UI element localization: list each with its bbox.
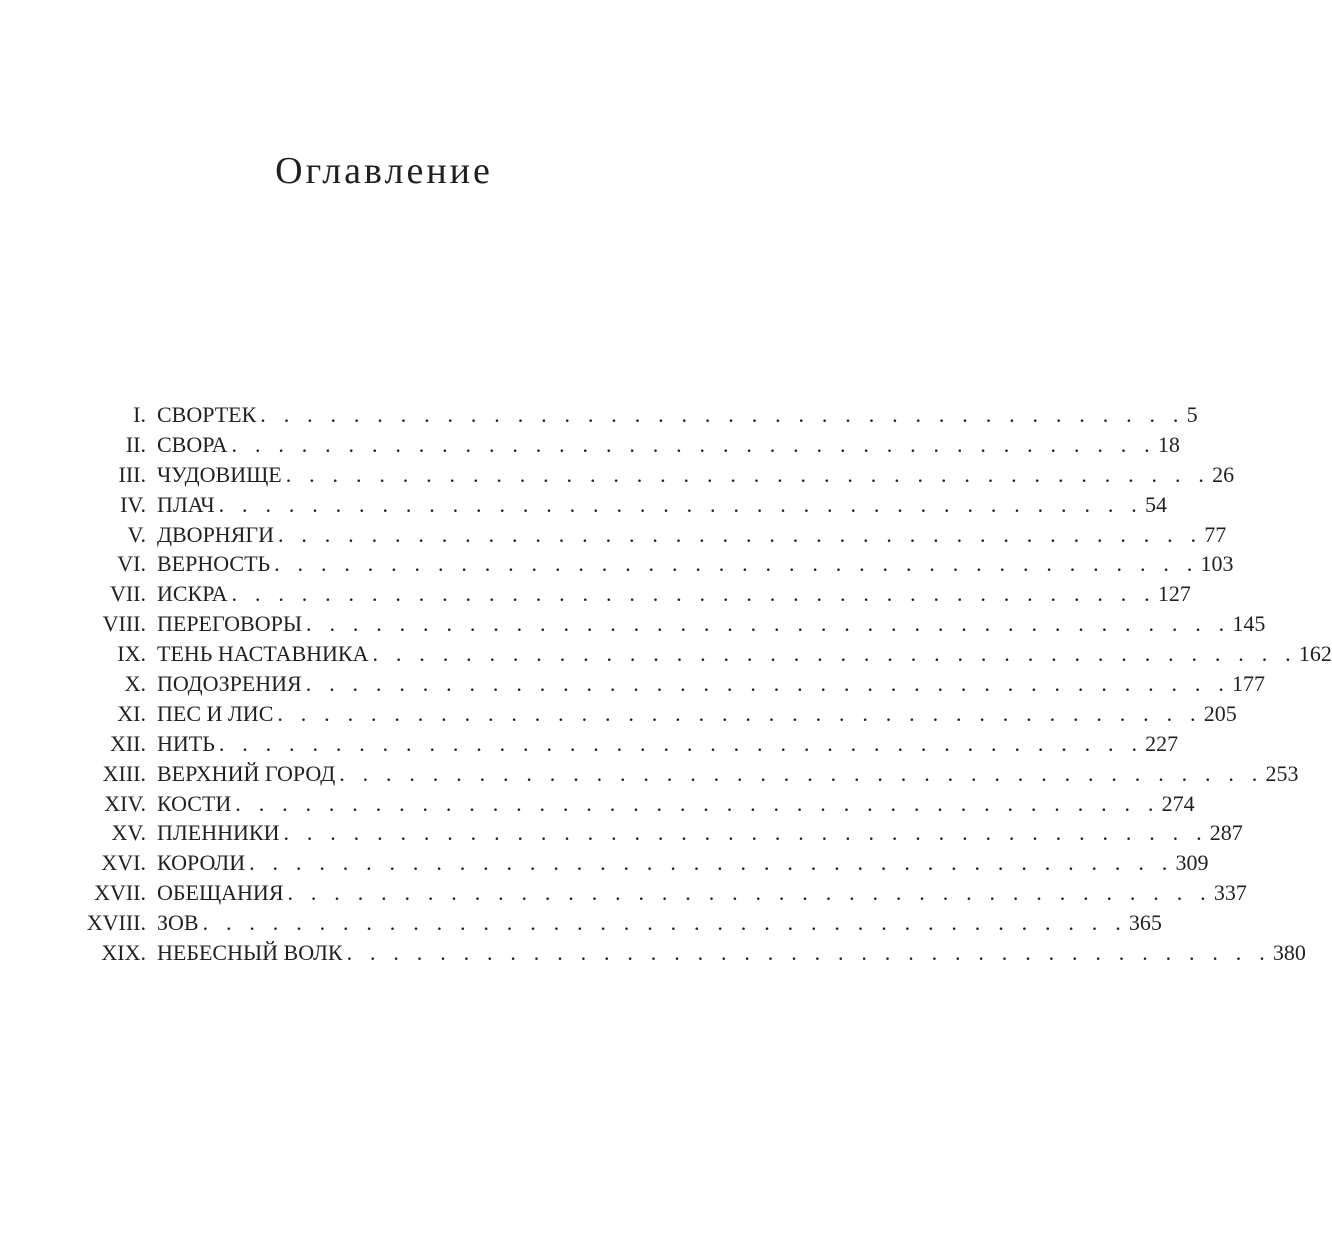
dot-leader: . . . . . . . . . . . . . . . . . . . . . . . . . . . . . . . . . . . . . . . . — [260, 402, 1185, 427]
toc-entry[interactable] — [0, 729, 1179, 759]
dot-leader: . . . . . . . . . . . . . . . . . . . . . . . . . . . . . . . . . . . . . . . . — [202, 910, 1127, 936]
chapter-number: XV. — [111, 820, 146, 846]
chapter-title: ПЛАЧ — [157, 490, 219, 520]
page-number: 337 — [1212, 878, 1247, 908]
chapter-title: ДВОРНЯГИ — [157, 520, 278, 550]
chapter-number: XVIII. — [86, 910, 146, 936]
toc-entry[interactable] — [0, 490, 1167, 520]
page-number: 26 — [1210, 460, 1234, 490]
dot-leader: . . . . . . . . . . . . . . . . . . . . . . . . . . . . . . . . . . . . . . . . — [372, 641, 1297, 667]
chapter-title: ПЛЕННИКИ — [157, 818, 283, 848]
toc-entry[interactable] — [0, 699, 1237, 729]
toc-entry[interactable] — [0, 609, 1266, 639]
page-number: 177 — [1230, 669, 1265, 699]
toc-entry[interactable] — [0, 520, 1227, 550]
page-number: 127 — [1156, 579, 1191, 609]
chapter-number: XVII. — [94, 880, 146, 906]
chapter-title: ОБЕЩАНИЯ — [157, 878, 288, 908]
toc-entry[interactable] — [0, 549, 1234, 579]
chapter-number: III. — [118, 461, 146, 487]
chapter-title: НЕБЕСНЫЙ ВОЛК — [157, 938, 347, 968]
page-number: 227 — [1143, 729, 1178, 759]
dot-leader: . . . . . . . . . . . . . . . . . . . . . . . . . . . . . . . . . . . . . . . . — [339, 760, 1264, 786]
toc-entry[interactable] — [0, 908, 1162, 938]
chapter-title: СВОРА — [157, 430, 232, 460]
page-number: 274 — [1160, 789, 1195, 819]
dot-leader: . . . . . . . . . . . . . . . . . . . . . . . . . . . . . . . . . . . . . . . . — [249, 850, 1174, 876]
dot-leader: . . . . . . . . . . . . . . . . . . . . . . . . . . . . . . . . . . . . . . . . — [306, 611, 1231, 637]
dot-leader: . . . . . . . . . . . . . . . . . . . . . . . . . . . . . . . . . . . . . . . . — [218, 730, 1144, 756]
toc-entry[interactable] — [0, 938, 1306, 968]
dot-leader: . . . . . . . . . . . . . . . . . . . . . . . . . . . . . . . . . . . . . . . . — [277, 700, 1202, 726]
page-number: 380 — [1271, 938, 1306, 968]
chapter-title: ВЕРНОСТЬ — [157, 549, 274, 579]
chapter-title: ПЕС И ЛИС — [157, 699, 277, 729]
page-number: 18 — [1156, 430, 1180, 460]
chapter-number: XVI. — [101, 850, 146, 876]
dot-leader: . . . . . . . . . . . . . . . . . . . . . . . . . . . . . . . . . . . . . . . . — [285, 461, 1211, 487]
dot-leader: . . . . . . . . . . . . . . . . . . . . . . . . . . . . . . . . . . . . . . . . — [305, 671, 1231, 697]
dot-leader: . . . . . . . . . . . . . . . . . . . . . . . . . . . . . . . . . . . . . . . . — [231, 431, 1156, 457]
table-of-contents — [0, 400, 1332, 968]
chapter-number: VII. — [109, 581, 146, 607]
chapter-title: ПОДОЗРЕНИЯ — [157, 669, 306, 699]
dot-leader: . . . . . . . . . . . . . . . . . . . . . . . . . . . . . . . . . . . . . . . . — [231, 581, 1156, 607]
chapter-title: КОРОЛИ — [157, 848, 249, 878]
page-number: 5 — [1185, 400, 1198, 430]
dot-leader: . . . . . . . . . . . . . . . . . . . . . . . . . . . . . . . . . . . . . . . . — [346, 940, 1271, 966]
dot-leader: . . . . . . . . . . . . . . . . . . . . . . . . . . . . . . . . . . . . . . . . — [283, 820, 1208, 846]
toc-entry[interactable] — [0, 460, 1235, 490]
chapter-number: I. — [133, 402, 146, 427]
page-number: 162 — [1297, 639, 1332, 669]
chapter-title: СВОРТЕК — [157, 400, 260, 430]
page-number: 54 — [1143, 490, 1167, 520]
toc-entry[interactable] — [0, 400, 1198, 430]
chapter-title: КОСТИ — [157, 789, 235, 819]
page-number: 205 — [1202, 699, 1237, 729]
chapter-number: VIII. — [102, 611, 146, 637]
chapter-number: XIX. — [101, 940, 146, 966]
chapter-title: НИТЬ — [157, 729, 219, 759]
chapter-number: XIV. — [104, 790, 146, 816]
toc-entry[interactable] — [0, 639, 1332, 669]
chapter-title: ЗОВ — [157, 908, 203, 938]
page-number: 253 — [1264, 759, 1299, 789]
chapter-number: X. — [124, 671, 146, 697]
page-number: 103 — [1198, 549, 1233, 579]
chapter-number: V. — [127, 521, 146, 547]
toc-entry[interactable] — [0, 430, 1180, 460]
page-number: 309 — [1173, 848, 1208, 878]
toc-entry[interactable] — [0, 579, 1191, 609]
dot-leader: . . . . . . . . . . . . . . . . . . . . . . . . . . . . . . . . . . . . . . . . — [218, 491, 1143, 517]
page-number: 287 — [1208, 818, 1243, 848]
chapter-number: VI. — [117, 551, 146, 577]
chapter-title: ЧУДОВИЩЕ — [157, 460, 286, 490]
dot-leader: . . . . . . . . . . . . . . . . . . . . . . . . . . . . . . . . . . . . . . . . — [287, 880, 1212, 906]
chapter-title: ИСКРА — [157, 579, 232, 609]
chapter-number: XII. — [109, 730, 146, 756]
dot-leader: . . . . . . . . . . . . . . . . . . . . . . . . . . . . . . . . . . . . . . . . — [274, 551, 1199, 577]
toc-entry[interactable] — [0, 759, 1299, 789]
chapter-number: XI. — [117, 700, 146, 726]
chapter-number: IX. — [117, 641, 146, 667]
toc-entry[interactable] — [0, 848, 1209, 878]
toc-entry[interactable] — [0, 669, 1266, 699]
page-number: 145 — [1230, 609, 1265, 639]
dot-leader: . . . . . . . . . . . . . . . . . . . . . . . . . . . . . . . . . . . . . . . . — [277, 521, 1203, 547]
chapter-title: ВЕРХНИЙ ГОРОД — [157, 759, 339, 789]
chapter-title: ТЕНЬ НАСТАВНИКА — [157, 639, 373, 669]
chapter-title: ПЕРЕГОВОРЫ — [157, 609, 306, 639]
toc-entry[interactable] — [0, 878, 1247, 908]
chapter-number: IV. — [120, 491, 146, 517]
page-title: Оглавление — [275, 150, 493, 192]
toc-entry[interactable] — [0, 789, 1195, 819]
chapter-number: II. — [125, 431, 146, 457]
page-number: 77 — [1202, 520, 1226, 550]
chapter-number: XIII. — [102, 760, 146, 786]
page-number: 365 — [1127, 908, 1162, 938]
dot-leader: . . . . . . . . . . . . . . . . . . . . . . . . . . . . . . . . . . . . . . . . — [235, 790, 1160, 816]
toc-entry[interactable] — [0, 818, 1243, 848]
